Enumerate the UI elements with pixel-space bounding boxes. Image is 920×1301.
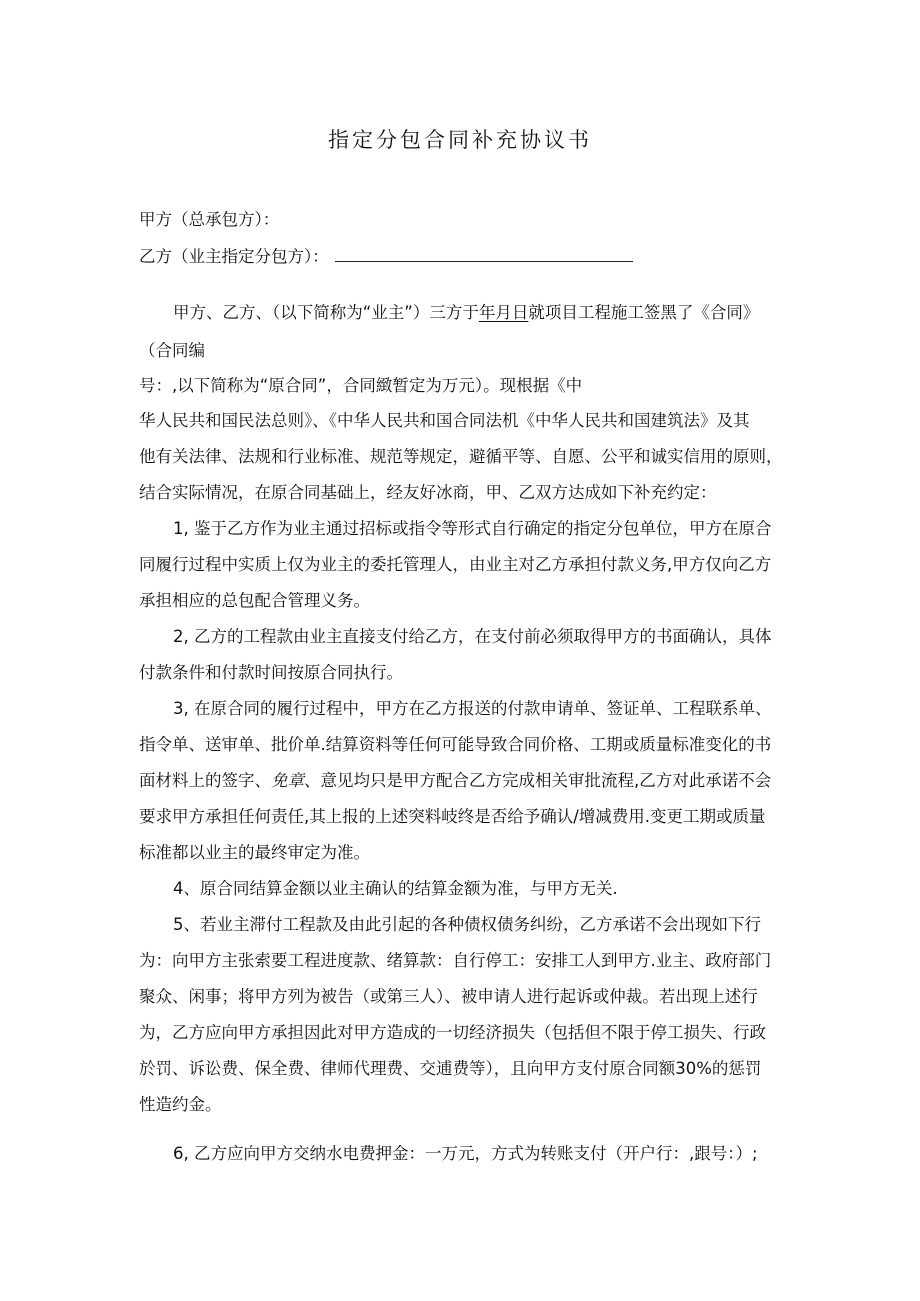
intro-line-6: 结合实际情况，在原合同基础上，经友好冰商，甲、乙双方达成如下补充约定： xyxy=(139,483,717,502)
clause-4-line-1: 4、原合同结算金额以业主确认的结算金额为准，与甲方无关. xyxy=(173,879,618,898)
clause-3-line-1: 3, 在原合同的履行过程中，甲方在乙方报送的付款申请单、签证单、工程联系单、 xyxy=(173,699,772,718)
intro-line-2: （合同编 xyxy=(139,341,205,360)
clause-2-line-2: 付款条件和付款时间按原合同执行。 xyxy=(139,663,403,682)
clause-3-italic-text: 免章 xyxy=(271,771,304,790)
clause-6-line-1: 6, 乙方应向甲方交纳水电费押金：一万元，方式为转账支付（开户行：,跟号：）; xyxy=(173,1144,758,1163)
party-a-label: 甲方（总承包方）： xyxy=(139,210,280,229)
party-b-label: 乙方（业主指定分包方）： xyxy=(139,247,329,266)
clause-5-line-6: 性造约金。 xyxy=(139,1095,222,1114)
clause-3-line-2: 指令单、送审单、批价单.结算资料等任何可能导致合同价格、工期或质量标准变化的书 xyxy=(139,735,772,754)
party-b-line xyxy=(139,245,633,269)
intro-text: 甲方、乙方、（以下简称为“业主”）三方于 xyxy=(173,303,479,322)
party-b-blank-field xyxy=(335,247,633,262)
clause-1-line-3: 承担相应的总包配合管理义务。 xyxy=(139,591,370,610)
clause-1-line-1: 1, 鉴于乙方作为业主通过招标或指令等形式自行确定的指定分包单位，甲方在原合 xyxy=(173,519,772,538)
party-a-line xyxy=(139,208,279,232)
clause-5-line-1: 5、若业主滞付工程款及由此引起的各种债权债务纠纷，乙方承诺不会出现如下行 xyxy=(173,915,761,934)
clause-5-line-2: 为：向甲方主张索要工程进度款、绪算款：自行停工：安排工人到甲方.业主、政府部门 xyxy=(139,951,772,970)
clause-3-text: 、意见均只是甲方配合乙方完成相关审批流程,乙方对此承诺不会 xyxy=(304,771,772,790)
clause-2-line-1: 2, 乙方的工程款由业主直接支付给乙方，在支付前必须取得甲方的书面确认，具体 xyxy=(173,627,772,646)
document-title: 指定分包合同补充协议书 xyxy=(328,128,592,152)
clause-3-text: 面材料上的签字、 xyxy=(139,771,271,790)
clause-1-line-2: 同履行过程中实质上仅为业主的委托管理人，由业主对乙方承担付款义务,甲方仅向乙方 xyxy=(139,555,772,574)
clause-5-line-4: 为，乙方应向甲方承担因此对甲方造成的一切经济损失（包括但不限于停工损失、行政 xyxy=(139,1023,766,1042)
clause-3-line-5: 标准都以业主的最终审定为准。 xyxy=(139,843,370,862)
intro-line-1 xyxy=(173,301,759,325)
intro-line-5: 他有关法律、法规和行业标准、规范等规定，避循平等、自愿、公平和诚实信用的原则， xyxy=(139,447,783,466)
intro-line-4: 华人民共和国民法总则》、《中华人民共和国合同法机《中华人民共和国建筑法》及其 xyxy=(139,411,750,430)
clause-3-line-3 xyxy=(139,769,771,793)
clause-5-line-3: 聚众、闲事；将甲方列为被告（或第三人）、被申请人进行起诉或仲裁。若出现上述行 xyxy=(139,987,758,1006)
clause-3-line-4: 要求甲方承担任何责任,其上报的上述突料岐终是否给予确认/增减费用.变更工期或质量 xyxy=(139,807,766,826)
date-underlined: 年月日 xyxy=(478,303,529,322)
intro-line-3: 号：,以下简称为“原合同”，合同緻暂定为万元）。现根据《中 xyxy=(139,376,583,395)
clause-5-line-5: 於罚、诉讼费、保全费、律师代理费、交逋费等），且向甲方支付原合同额30%的惩罚 xyxy=(139,1059,762,1078)
intro-text: 就项目工程施工签黑了《合同》 xyxy=(528,303,760,322)
